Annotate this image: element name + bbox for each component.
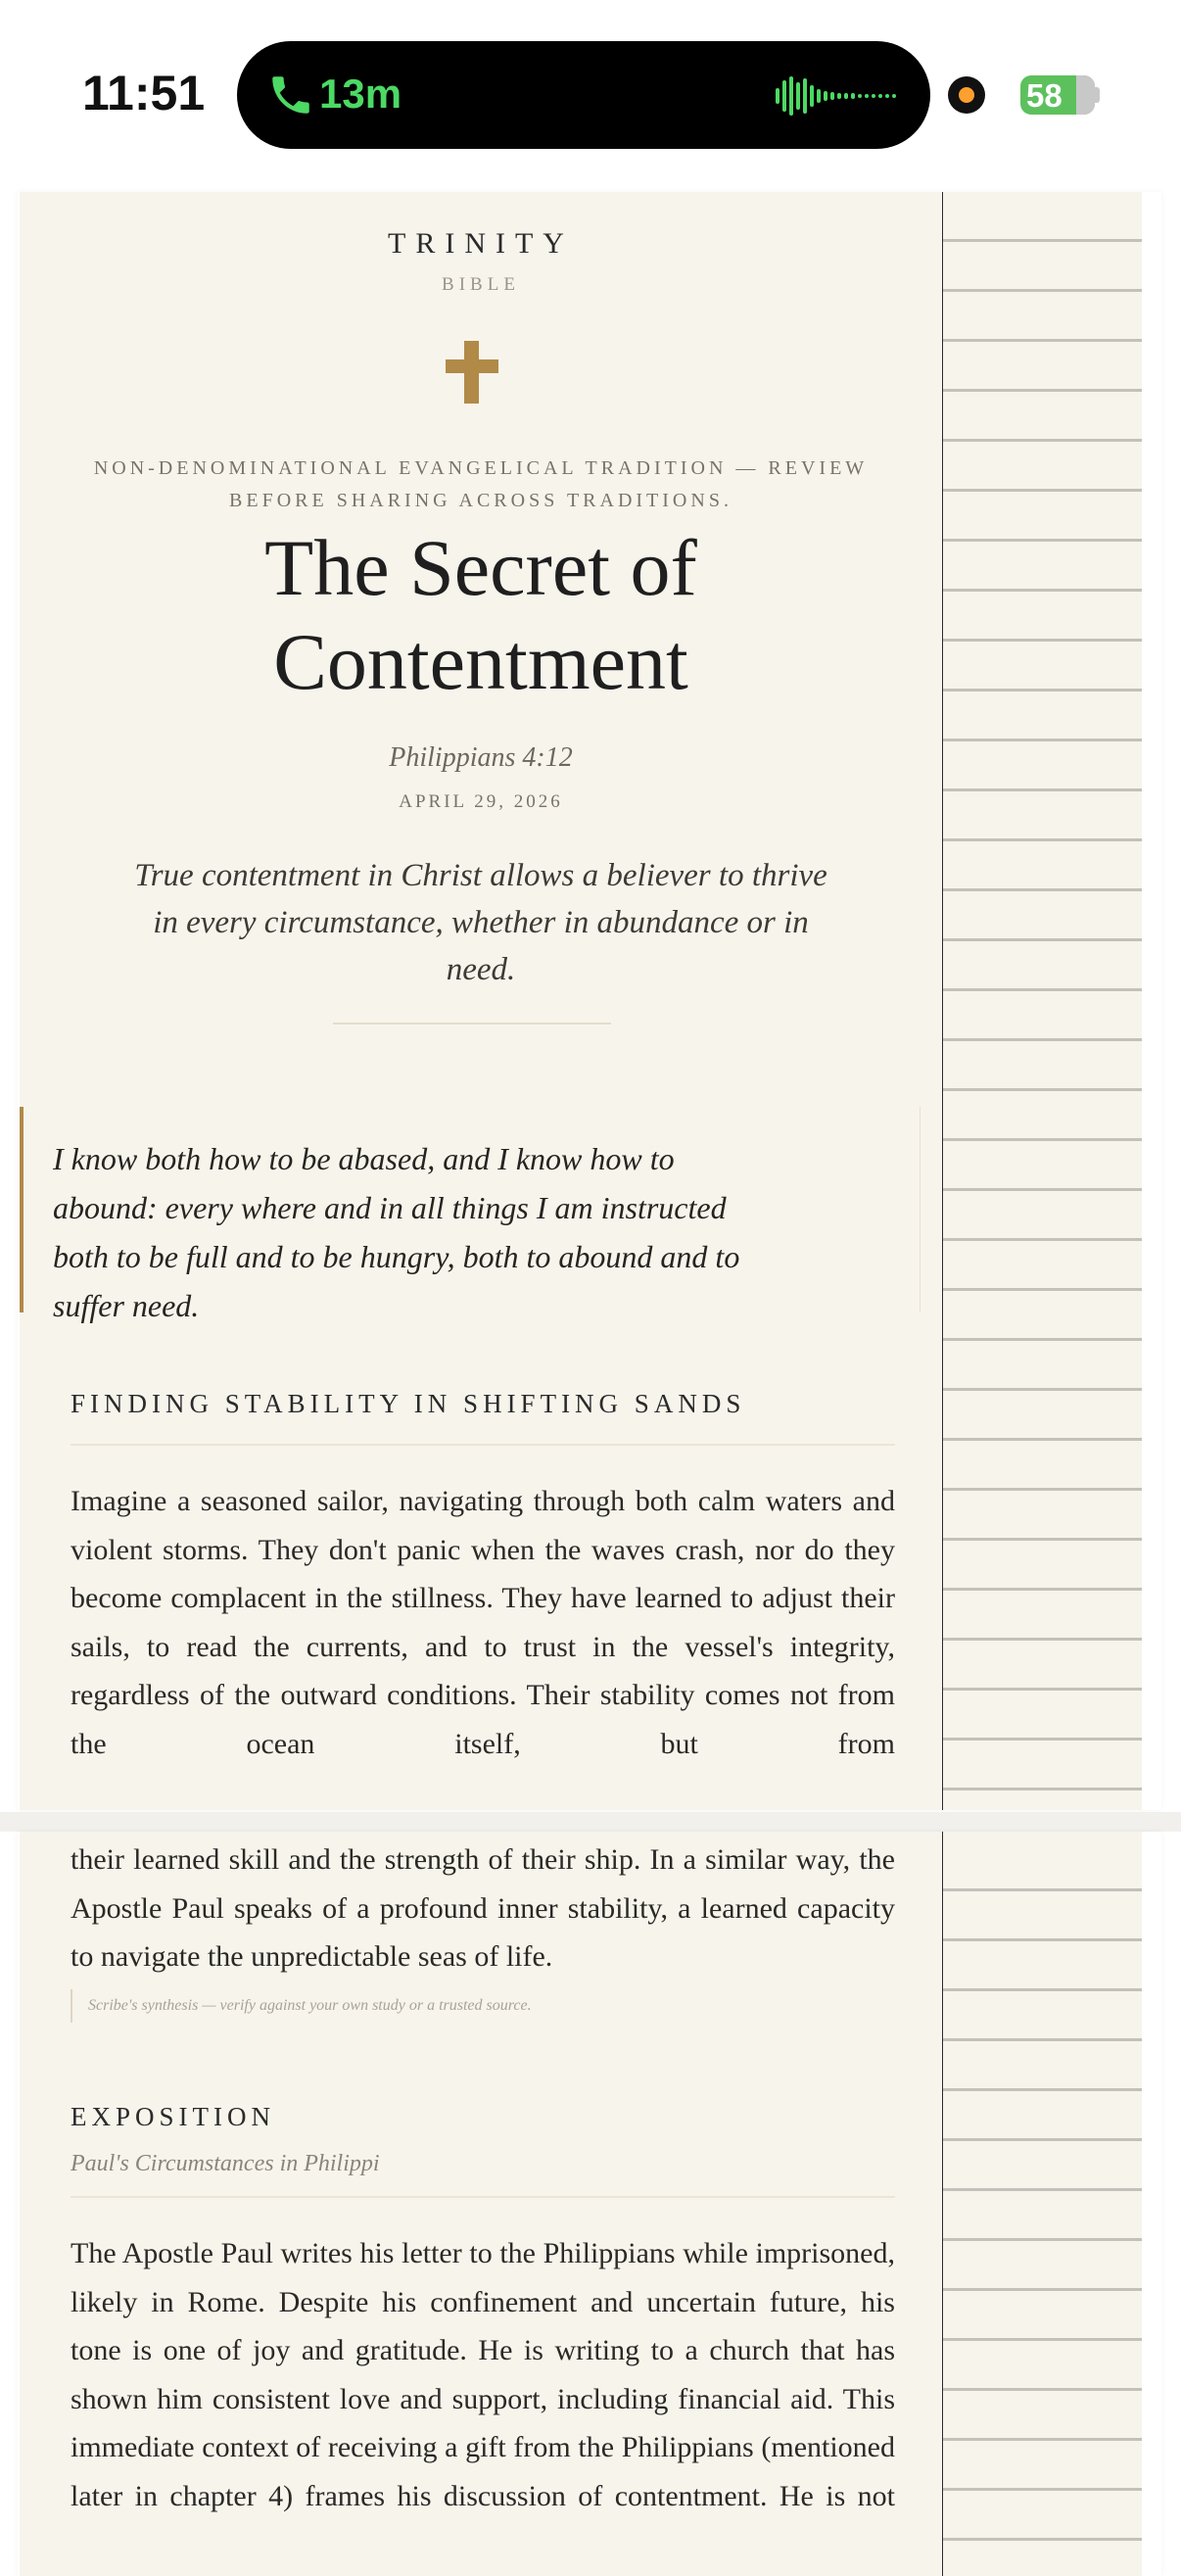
scripture-reference[interactable]: Philippians 4:12 [389,742,573,773]
battery-charging-icon [1020,75,1095,115]
recording-indicator-icon [948,76,985,114]
section-paragraph-continued: their learned skill and the strength of their ship. In a similar way, the Apostle Paul speaks of a profound inner stability, a learned capacity to navigate the unpredictable seas of life. [71,1843,895,1974]
battery-empty-portion [1076,75,1095,115]
battery-cap [1095,87,1100,103]
article-date: APRIL 29, 2026 [399,791,563,812]
article-summary: True contentment in Christ allows a believer to thrive in every circumstance, whether in abundance or in need. [134,858,827,987]
battery-percent: 58 [1026,77,1063,114]
article-page-2 [20,1832,942,2576]
article-page-1 [20,192,942,1810]
ruled-notes-margin-top [943,192,1142,1810]
page-break [0,1812,1181,1832]
brand-name: TRINITY [388,227,574,260]
brand-subtitle: BIBLE [442,274,520,295]
cross-icon [446,341,498,404]
dynamic-island-call[interactable] [237,41,930,149]
section-divider [71,1444,895,1446]
exposition-paragraph: The Apostle Paul writes his letter to the Philippians while imprisoned, likely in Rome. Despite his confinement and uncertain future, his tone is one of joy and gratitude. He is writing to a church that has shown him consistent love and support, including financial aid. This immediate context of receiving a gift from the Philippians (mentioned later in chapter 4) frames his discussion of contentment. He is not [71,2237,895,2512]
ruled-notes-margin-bottom [943,1832,1142,2576]
section-subheading: Paul's Circumstances in Philippi [71,2151,380,2176]
section-heading-stability: FINDING STABILITY IN SHIFTING SANDS [71,1389,746,1418]
scripture-quote: I know both how to be abased, and I know how to abound: every where and in all things I am instructed both to be full and to be hungry, both to abound and to suffer need. [53,1141,740,1323]
phone-icon [266,71,315,119]
scripture-quote-block [20,1107,921,1323]
section-divider [71,2196,895,2198]
call-duration: 13m [319,71,402,117]
section-paragraph: Imagine a seasoned sailor, navigating through both calm waters and violent storms. They don't panic when the waves crash, nor do they become complacent in the stillness. They have learned to adjust their sails, to read the currents, and to trust in the vessel's integrity, regardless of the outward conditions. Their stability comes not from the ocean itself, but from [71,1485,895,1760]
synthesis-note: Scribe's synthesis — verify against your own study or a trusted source. [71,1989,532,2023]
status-bar [0,0,1181,186]
tradition-note: NON-DENOMINATIONAL EVANGELICAL TRADITION — REVIEW BEFORE SHARING ACROSS TRADITIONS. [93,457,869,511]
title-divider [333,1023,611,1025]
page-title: The Secret of Contentment [264,523,697,706]
status-time: 11:51 [82,66,206,120]
section-heading-exposition: EXPOSITION [71,2102,275,2131]
waveform-icon [776,76,903,116]
